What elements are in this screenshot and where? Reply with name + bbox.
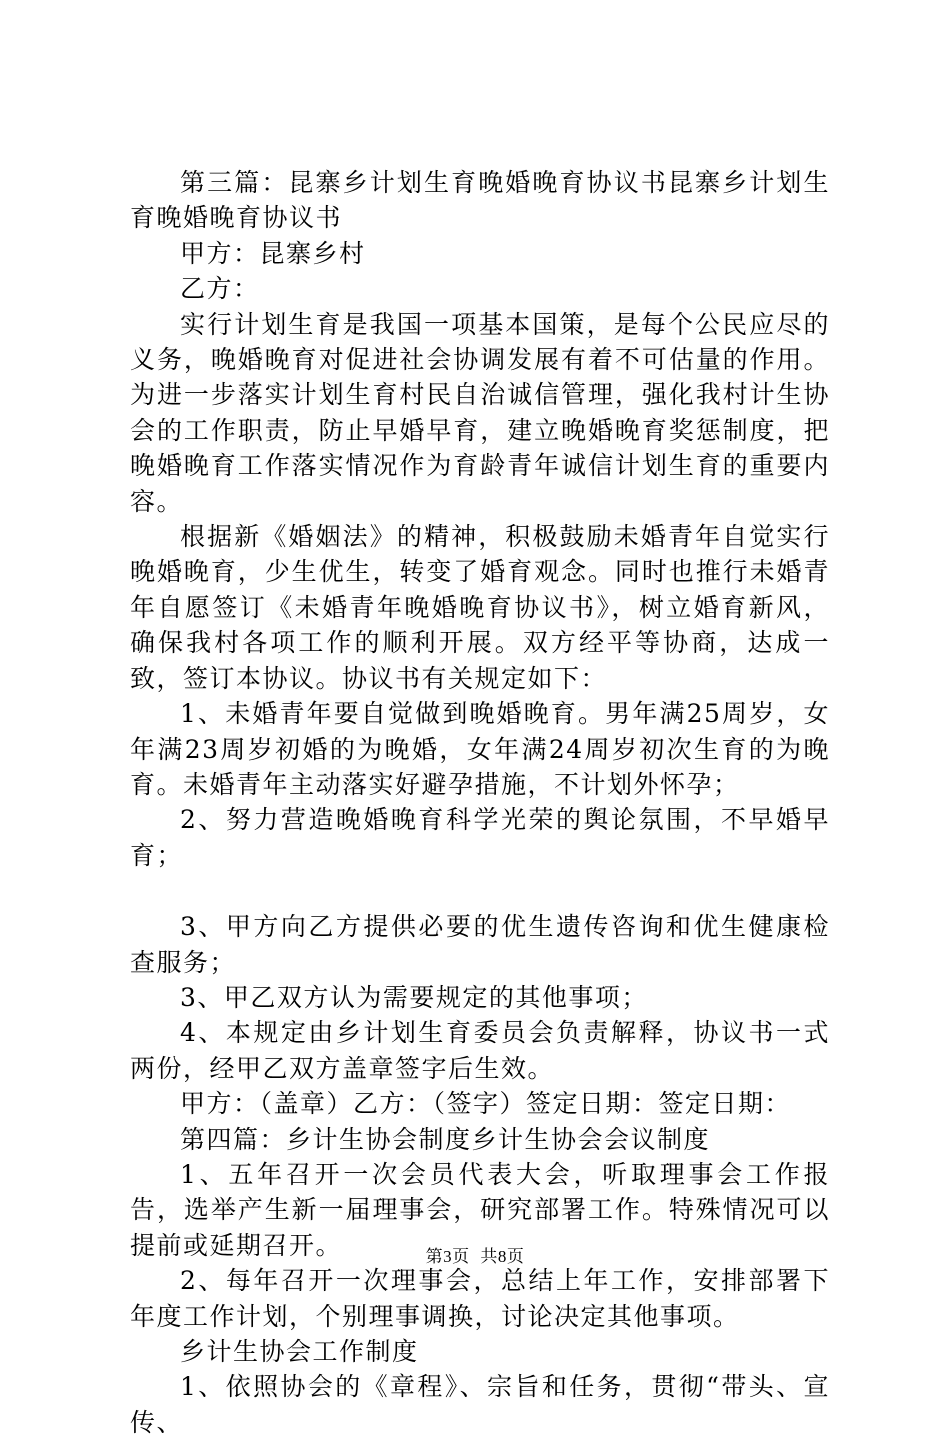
section-heading: 第三篇：昆寨乡计划生育晚婚晚育协议书昆寨乡计划生育晚婚晚育协议书 [130,168,830,233]
clause-item: 2、每年召开一次理事会，总结上年工作，安排部署下年度工作计划，个别理事调换，讨论决定其他事项。 [130,1266,830,1331]
section-heading: 第四篇：乡计生协会制度乡计生协会会议制度 [180,1124,711,1154]
party-b-line: 乙方： [180,274,260,304]
clause-item: 4、本规定由乡计划生育委员会负责解释，协议书一式两份，经甲乙双方盖章签字后生效。 [130,1018,830,1083]
page-number: 第3页 [425,1247,470,1266]
subsection-heading: 乡计生协会工作制度 [180,1337,419,1366]
paragraph: 实行计划生育是我国一项基本国策，是每个公民应尽的义务，晚婚晚育对促进社会协调发展有着不可估量的作用。为进一步落实计划生育村民自治诚信管理，强化我村计生协会的工作职责，防止早婚早育，建立晚婚晚育奖惩制度，把晚婚晚育工作落实情况作为育龄青年诚信计划生育的重要内容。 [130,309,830,516]
clause-item: 2、努力营造晚婚晚育科学光荣的舆论氛围，不早婚早育； [130,805,830,870]
clause-item: 3、甲乙双方认为需要规定的其他事项； [180,982,648,1012]
paragraph: 根据新《婚姻法》的精神，积极鼓励未婚青年自觉实行晚婚晚育，少生优生，转变了婚育观念。同时也推行未婚青年自愿签订《未婚青年晚婚晚育协议书》，树立婚育新风，确保我村各项工作的顺利开展。双方经平等协商，达成一致，签订本协议。协议书有关规定如下： [130,522,830,693]
clause-item: 1、未婚青年要自觉做到晚婚晚育。男年满25周岁，女年满23周岁初婚的为晚婚，女年满24周岁初次生育的为晚育。未婚青年主动落实好避孕措施，不计划外怀孕； [130,699,830,799]
clause-item: 3、甲方向乙方提供必要的优生遗传咨询和优生健康检查服务； [130,912,830,977]
page-total: 共8页 [480,1247,525,1266]
page-footer [0,1242,950,1267]
signature-line: 甲方：（盖章）乙方：（签字）签定日期：签定日期： [180,1089,792,1119]
clause-item: 1、依照协会的《章程》、宗旨和任务，贯彻“带头、宣传、 [130,1372,830,1437]
party-a-line: 甲方：昆寨乡村 [180,238,366,268]
clause-item: 1、五年召开一次会员代表大会，听取理事会工作报告，选举产生新一届理事会，研究部署工作。特殊情况可以提前或延期召开。 [130,1159,830,1260]
